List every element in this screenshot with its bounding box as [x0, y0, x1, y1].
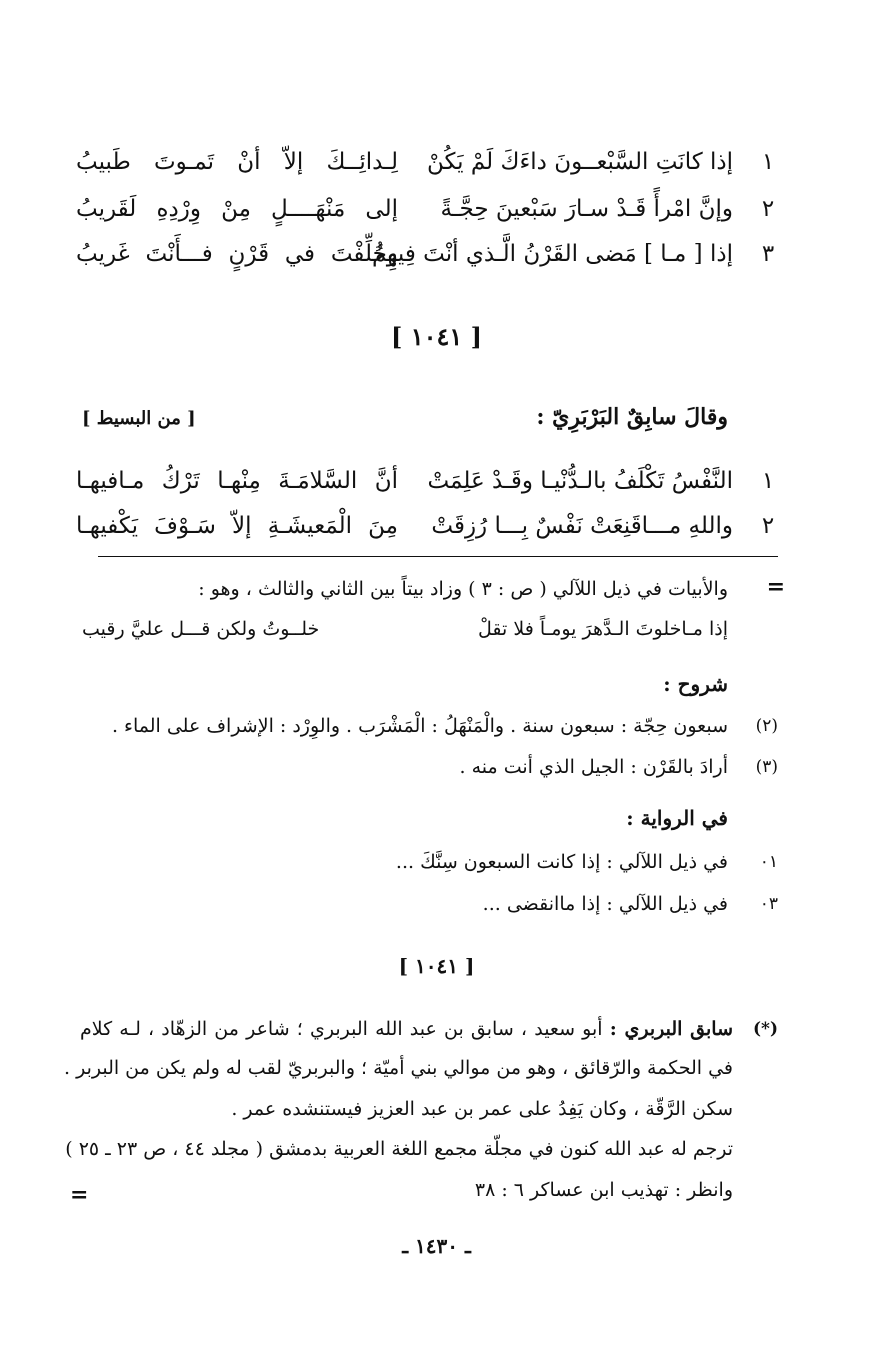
- note-text: أرادَ بالقَرْن : الجيل الذي أنت منه .: [459, 756, 728, 778]
- note-number: (٣): [755, 757, 778, 777]
- section-number-top: [ ١٠٤١ ]: [391, 322, 482, 351]
- bio-line: سكن الرَّقّة ، وكان يَفِدُ على عمر بن عبد العزيز فيستنشده عمر .: [231, 1098, 733, 1120]
- bio-line: [80, 1014, 733, 1044]
- sharh-heading: شروح :: [663, 672, 728, 696]
- bio-line-text: أبو سعيد ، سابق بن عبد الله البربري ؛ شاعر من الزهّاد ، لـه كلام: [80, 1018, 603, 1040]
- verse-first-hemistich: واللهِ مـــاقَنِعَتْ نَفْسٌ بِـــا رُزِقَتْ: [431, 513, 733, 539]
- footnote-extra-hemistich-a: إذا مـاخلوتَ الـدَّهرَ يومـاً فلا تقلْ: [478, 618, 728, 640]
- note-number: (٢): [755, 716, 778, 736]
- verse-number: ٢: [761, 196, 775, 222]
- verse-number: ١: [761, 468, 775, 494]
- verse-first-hemistich: إذا [ مـا ] مَضى القَرْنُ الَّـذي أنْتَ فِيهِمُ: [371, 241, 733, 267]
- note-number: ٠١: [759, 852, 778, 872]
- poem-meter: [ من البسيط ]: [82, 408, 196, 429]
- verse-second-hemistich: مِنَ الْمَعيشَـةِ إلاّ سَـوْفَ يَكْفيهـا: [76, 513, 398, 539]
- verse-second-hemistich: أنَّ السَّلامَـةَ مِنْهـا تَرْكُ مـافيهـا: [76, 468, 398, 494]
- verse-second-hemistich: إلى مَنْهَــــلٍ مِنْ وِرْدِهِ لَقَريبُ: [76, 196, 398, 222]
- note-number: ٠٣: [759, 894, 778, 914]
- verse-first-hemistich: وإنَّ امْرأً قَـدْ سـارَ سَبْعينَ حِجَّـةً: [440, 196, 733, 222]
- verse-second-hemistich: وخُلِّفْتَ في قَرْنٍ فـــأَنْتَ غَريبُ: [76, 241, 398, 267]
- footnote-extra-hemistich-b: خلــوتُ ولكن قـــل عليَّ رقيب: [82, 618, 320, 640]
- page-number: ـ ١٤٣٠ ـ: [402, 1234, 471, 1258]
- poem-intro: وقالَ سابِقٌ البَرْبَرِيّ :: [536, 404, 728, 430]
- verse-row: [0, 234, 873, 274]
- riwaya-heading: في الرواية :: [626, 806, 728, 830]
- verse-number: ١: [761, 149, 775, 175]
- bio-line: في الحكمة والرّقائق ، وهو من موالي بني أميّة ؛ والبربريّ لقب له ولم يكن من البربر .: [64, 1057, 733, 1079]
- continuation-marker: =: [766, 574, 785, 600]
- verse-row: [0, 506, 873, 546]
- verse-row: [0, 189, 873, 229]
- note-text: سبعون حِجّة : سبعون سنة . والْمَنْهَلُ : الْمَشْرَب . والوِرْد : الإشراف على الماء .: [111, 715, 728, 737]
- verse-row: [0, 142, 873, 182]
- bio-line: وانظر : تهذيب ابن عساكر ٦ : ٣٨: [474, 1179, 733, 1201]
- bio-name: سابق البربري :: [609, 1018, 733, 1040]
- footnote-divider: [98, 556, 778, 557]
- section-number-bottom: [ ١٠٤١ ]: [398, 954, 475, 978]
- verse-first-hemistich: النَّفْسُ تَكْلَفُ بالـدُّنْيـا وقَـدْ عَلِمَتْ: [427, 468, 733, 494]
- footnote-line: والأبيات في ذيل اللآلي ( ص : ٣ ) وزاد بيتاً بين الثاني والثالث ، وهو :: [198, 578, 728, 600]
- verse-second-hemistich: لِـدائِــكَ إلاّ أنْ تَمـوتَ طَبيبُ: [76, 149, 398, 175]
- note-text: في ذيل اللآلي : إذا ماانقضى ...: [482, 893, 728, 915]
- note-text: في ذيل اللآلي : إذا كانت السبعون سِنَّكَ ...: [395, 851, 728, 873]
- verse-row: [0, 461, 873, 501]
- bio-marker: (*): [753, 1019, 778, 1039]
- continuation-marker: =: [70, 1182, 89, 1208]
- verse-number: ٣: [761, 241, 775, 267]
- verse-first-hemistich: إذا كانَتِ السَّبْعــونَ داءَكَ لَمْ يَكُنْ: [426, 149, 733, 175]
- bio-line: ترجم له عبد الله كنون في مجلّة مجمع اللغة العربية بدمشق ( مجلد ٤٤ ، ص ٢٣ ـ ٢٥ ): [65, 1138, 733, 1160]
- verse-number: ٢: [761, 513, 775, 539]
